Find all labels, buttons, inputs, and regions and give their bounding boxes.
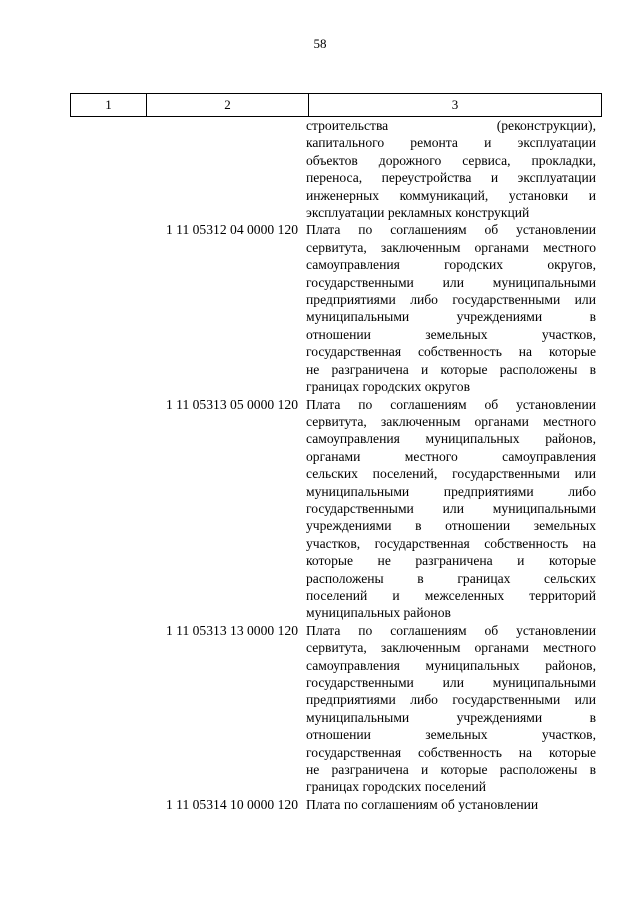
- table-row: [70, 117, 602, 221]
- description-line: государственными или муниципальными: [306, 500, 596, 516]
- description-line: самоуправления муниципальных районов,: [306, 431, 596, 447]
- header-cell-1: 1: [71, 94, 147, 117]
- row-description: [306, 221, 596, 395]
- description-line: сельских поселений, государственными или: [306, 466, 596, 482]
- table-header: [70, 93, 602, 117]
- description-line: участков, государственная собственность на: [306, 535, 596, 551]
- header-cell-2: 2: [147, 94, 309, 117]
- description-line: строительства (реконструкции),: [306, 118, 596, 133]
- table-row: [70, 396, 602, 622]
- description-line: переноса, переустройства и эксплуатации: [306, 170, 596, 186]
- description-line: предприятиями либо государственными или: [306, 292, 596, 308]
- table-row: [70, 796, 602, 813]
- table-row: [70, 622, 602, 796]
- description-line: отношении земельных участков,: [306, 326, 596, 342]
- header-cell-3: 3: [309, 94, 602, 117]
- row-code: 1 11 05313 13 0000 120: [165, 622, 298, 638]
- description-line: не разграничена и которые расположены в: [306, 762, 596, 778]
- table-header-row: [71, 94, 602, 117]
- description-line: Плата по соглашениям об установлении: [306, 396, 596, 412]
- description-line: муниципальными предприятиями либо: [306, 483, 596, 499]
- description-line: предприятиями либо государственными или: [306, 692, 596, 708]
- row-description: [306, 622, 596, 796]
- row-code: 1 11 05313 05 0000 120: [165, 396, 298, 412]
- description-line: самоуправления муниципальных районов,: [306, 657, 596, 673]
- row-description: [306, 117, 596, 221]
- row-description: [306, 396, 596, 622]
- description-line: муниципальными учреждениями в: [306, 309, 596, 325]
- table-body: [70, 117, 602, 813]
- description-line: отношении земельных участков,: [306, 727, 596, 743]
- row-description: [306, 796, 596, 813]
- description-line: эксплуатации рекламных конструкций: [306, 205, 530, 221]
- description-line: поселений и межселенных территорий: [306, 587, 596, 603]
- description-line: государственная собственность на которые: [306, 344, 596, 360]
- description-line: государственными или муниципальными: [306, 675, 596, 690]
- description-line: сервитута, заключенным органами местного: [306, 413, 596, 429]
- description-line: Плата по соглашениям об установлении: [306, 796, 539, 812]
- description-line: расположены в границах сельских: [306, 570, 596, 586]
- description-line: государственная собственность на которые: [306, 744, 596, 760]
- description-line: капитального ремонта и эксплуатации: [306, 135, 596, 151]
- description-line: границах городских поселений: [306, 779, 487, 795]
- description-line: сервитута, заключенным органами местного: [306, 239, 596, 255]
- row-code: 1 11 05312 04 0000 120: [165, 222, 298, 238]
- description-line: государственными или муниципальными: [306, 274, 596, 290]
- description-line: самоуправления городских округов,: [306, 257, 596, 273]
- description-line: Плата по соглашениям об установлении: [306, 222, 596, 238]
- description-line: муниципальных районов: [306, 605, 451, 621]
- description-line: сервитута, заключенным органами местного: [306, 640, 596, 656]
- description-line: которые не разграничена и которые: [306, 553, 596, 569]
- description-line: органами местного самоуправления: [306, 448, 596, 464]
- row-code: 1 11 05314 10 0000 120: [165, 796, 298, 812]
- description-line: муниципальными учреждениями в: [306, 709, 596, 725]
- description-line: объектов дорожного сервиса, прокладки,: [306, 152, 596, 168]
- description-line: учреждениями в отношении земельных: [306, 518, 596, 534]
- description-line: Плата по соглашениям об установлении: [306, 622, 596, 638]
- table-row: [70, 221, 602, 395]
- description-line: не разграничена и которые расположены в: [306, 361, 596, 377]
- description-line: границах городских округов: [306, 379, 470, 395]
- description-line: инженерных коммуникаций, установки и: [306, 187, 596, 203]
- page-number: 58: [313, 36, 327, 51]
